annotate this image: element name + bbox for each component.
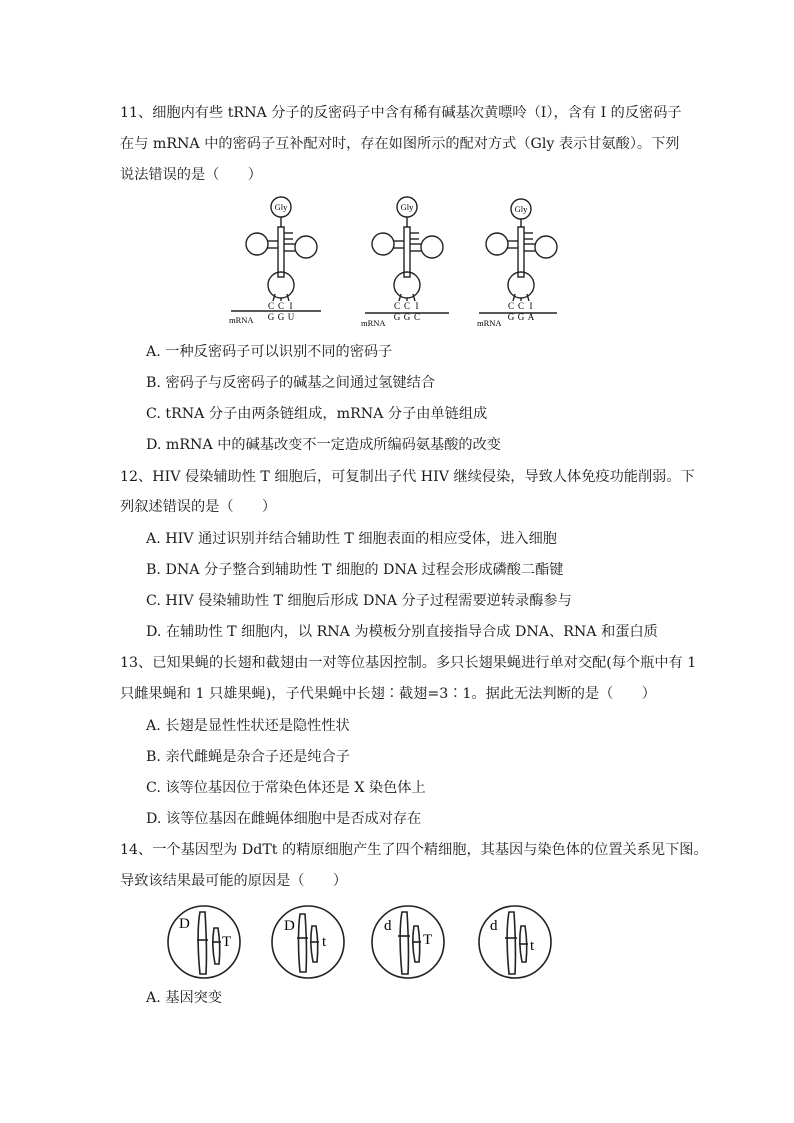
q11-option-d: D. mRNA 中的碱基改变不一定造成所编码氨基酸的改变 <box>146 437 501 453</box>
q11-option-b: B. 密码子与反密码子的碱基之间通过氢键结合 <box>146 375 436 391</box>
trna-pairing-figure <box>225 193 565 329</box>
q13-option-d: D. 该等位基因在雌蝇体细胞中是否成对存在 <box>146 811 422 827</box>
q12-option-a: A. HIV 通过识别并结合辅助性 T 细胞表面的相应受体，进入细胞 <box>146 531 557 547</box>
cell-3-right-gene: T <box>423 932 433 948</box>
q12-stem-line-1: 12、HIV 侵染辅助性 T 细胞后，可复制出子代 HIV 继续侵染，导致人体免疫功能削弱。下 <box>120 469 695 485</box>
cell-3-left-gene: d <box>384 918 392 934</box>
trna-diagram-3 <box>479 199 557 313</box>
trna-2-aa-label: Gly <box>400 202 414 212</box>
trna-1-anticodon-1: C <box>267 301 275 311</box>
q14-stem-line-1: 14、一个基因型为 DdTt 的精原细胞产生了四个精细胞，其基因与染色体的位置关系见下图。 <box>120 842 708 858</box>
trna-2-mrna-label: mRNA <box>361 318 386 328</box>
trna-2-anticodon-3: I <box>415 301 419 311</box>
q13-option-a: A. 长翅是显性性状还是隐性性状 <box>146 718 350 734</box>
cell-2-left-gene: D <box>284 918 295 934</box>
q13-stem-line-2: 只雌果蝇和 1 只雄果蝇)，子代果蝇中长翅∶截翅=3∶1。据此无法判断的是（ ） <box>120 686 656 702</box>
q11-option-c: C. tRNA 分子由两条链组成，mRNA 分子由单链组成 <box>146 406 488 422</box>
trna-2-codon-1: G <box>393 312 401 322</box>
trna-3-codon-2: G <box>517 312 525 322</box>
q11-option-a: A. 一种反密码子可以识别不同的密码子 <box>146 344 393 360</box>
q12-stem-line-2: 列叙述错误的是（ ） <box>120 499 277 515</box>
trna-3-mrna-label: mRNA <box>477 318 502 328</box>
cell-4-left-gene: d <box>490 918 498 934</box>
trna-2-codon-3: C <box>413 312 421 322</box>
q14-option-a: A. 基因突变 <box>146 990 223 1006</box>
trna-diagram-1 <box>231 197 321 311</box>
trna-1-aa-label: Gly <box>274 202 288 212</box>
trna-3-codon-3: A <box>527 312 535 322</box>
trna-2-codon-2: G <box>403 312 411 322</box>
q11-stem-line-3: 说法错误的是（ ） <box>120 167 262 183</box>
cell-4-right-gene: t <box>530 938 535 954</box>
trna-1-mrna-label: mRNA <box>229 315 254 325</box>
trna-1-codon-2: G <box>277 312 285 322</box>
trna-2-anticodon-2: C <box>403 301 411 311</box>
q12-option-c: C. HIV 侵染辅助性 T 细胞后形成 DNA 分子过程需要逆转录酶参与 <box>146 593 572 609</box>
q14-stem-line-2: 导致该结果最可能的原因是（ ） <box>120 873 348 889</box>
sperm-cells-figure <box>160 898 560 988</box>
trna-1-anticodon-2: C <box>277 301 285 311</box>
cell-1-right-gene: T <box>222 934 232 950</box>
trna-3-anticodon-2: C <box>517 301 525 311</box>
q13-stem-line-1: 13、已知果蝇的长翅和截翅由一对等位基因控制。多只长翅果蝇进行单对交配(每个瓶中有 1 <box>120 655 697 671</box>
q13-option-c: C. 该等位基因位于常染色体还是 X 染色体上 <box>146 780 426 796</box>
q11-stem-line-1: 11、细胞内有些 tRNA 分子的反密码子中含有稀有碱基次黄嘌呤（I），含有 I 的反密码子 <box>120 105 682 121</box>
trna-3-aa-label: Gly <box>514 204 528 214</box>
cell-2-right-gene: t <box>322 934 327 950</box>
q13-option-b: B. 亲代雌蝇是杂合子还是纯合子 <box>146 749 350 765</box>
sperm-cell-2 <box>272 906 344 978</box>
sperm-cell-4 <box>479 906 551 978</box>
cell-1-left-gene: D <box>179 916 190 932</box>
q12-option-d: D. 在辅助性 T 细胞内，以 RNA 为模板分别直接指导合成 DNA、RNA 和蛋白质 <box>146 624 658 640</box>
trna-3-anticodon-1: C <box>507 301 515 311</box>
trna-1-codon-1: G <box>267 312 275 322</box>
trna-2-anticodon-1: C <box>393 301 401 311</box>
trna-3-codon-1: G <box>507 312 515 322</box>
trna-3-anticodon-3: I <box>529 301 533 311</box>
trna-1-codon-3: U <box>287 312 295 322</box>
q11-stem-line-2: 在与 mRNA 中的密码子互补配对时，存在如图所示的配对方式（Gly 表示甘氨酸）。下列 <box>120 136 680 152</box>
trna-diagram-2 <box>365 197 449 313</box>
trna-1-anticodon-3: I <box>289 301 293 311</box>
sperm-cell-3 <box>372 906 444 978</box>
q12-option-b: B. DNA 分子整合到辅助性 T 细胞的 DNA 过程会形成磷酸二酯键 <box>146 562 564 578</box>
